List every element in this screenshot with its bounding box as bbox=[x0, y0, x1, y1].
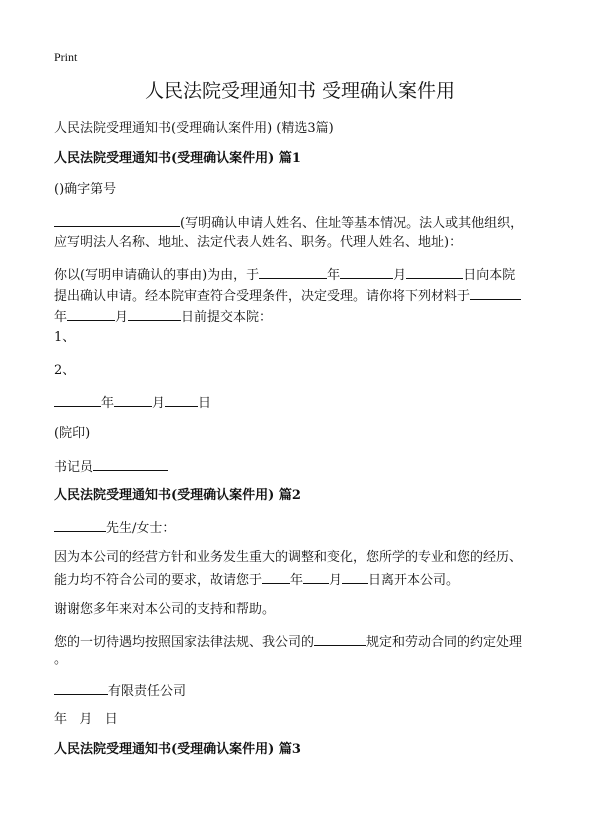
list-item-2: 2、 bbox=[54, 363, 76, 378]
para-2-text-a: 你以(写明申请确认的事由)为由，于 bbox=[54, 268, 260, 283]
sign-year-blank bbox=[54, 393, 101, 407]
company-label: 有限责任公司 bbox=[108, 684, 187, 699]
case-number: ()确字第号 bbox=[54, 182, 117, 197]
company-line bbox=[54, 681, 560, 701]
applicant-blank bbox=[54, 213, 180, 227]
para-1-line-1-text: (写明确认申请人姓名、住址等基本情况。法人或其他组织， bbox=[180, 216, 524, 231]
sign-month-label: 月 bbox=[152, 396, 166, 411]
section-1-para-1-line-2: 应写明法人名称、地址、法定代表人姓名、职务。代理人姓名、地址)： bbox=[54, 235, 463, 250]
section-2-para-1-line-1: 因为本公司的经营方针和业务发生重大的调整和变化，您所学的专业和您的经历、 bbox=[54, 550, 523, 565]
document-subtitle: 人民法院受理通知书(受理确认案件用) (精选3篇) bbox=[54, 121, 334, 136]
sign-year-label: 年 bbox=[101, 396, 115, 411]
list-item-1: 1、 bbox=[54, 330, 76, 345]
clerk-label: 书记员 bbox=[54, 460, 94, 475]
deadline-year-blank bbox=[470, 286, 521, 300]
court-seal: (院印) bbox=[54, 426, 91, 441]
para-text-a: 能力均不符合公司的要求，故请您于 bbox=[54, 573, 263, 588]
month-blank bbox=[340, 265, 393, 279]
policy-blank bbox=[314, 632, 366, 646]
day-label: 日向本院 bbox=[463, 268, 516, 283]
deadline-month-label: 月 bbox=[115, 310, 129, 325]
clerk-line bbox=[54, 457, 560, 477]
leave-month-blank bbox=[303, 570, 329, 584]
section-2-para-1-line-2 bbox=[54, 570, 560, 590]
para-3-text-b: 规定和劳动合同的约定处理 bbox=[366, 635, 523, 650]
section-1-para-1-line-1 bbox=[54, 213, 560, 233]
leave-day-blank bbox=[342, 570, 368, 584]
name-blank bbox=[54, 518, 106, 532]
signing-date bbox=[54, 393, 560, 413]
sign-month-blank bbox=[114, 393, 152, 407]
leave-month-label: 月 bbox=[329, 573, 343, 588]
para-3-text-a: 您的一切待遇均按照国家法律法规、我公司的 bbox=[54, 635, 315, 650]
deadline-day-blank bbox=[128, 307, 181, 321]
section-3-heading: 人民法院受理通知书(受理确认案件用) 篇3 bbox=[54, 742, 301, 757]
day-blank bbox=[406, 265, 463, 279]
thanks-line: 谢谢您多年来对本公司的支持和帮助。 bbox=[54, 602, 276, 617]
para-2-line-2-text: 提出确认申请。经本院审查符合受理条件，决定受理。请你将下列材料于 bbox=[54, 289, 471, 304]
section-1-heading: 人民法院受理通知书(受理确认案件用) 篇1 bbox=[54, 151, 301, 166]
deadline-month-blank bbox=[67, 307, 115, 321]
sign-day-label: 日 bbox=[198, 396, 212, 411]
greeting-text: 先生/女士： bbox=[106, 521, 176, 536]
leave-year-blank bbox=[262, 570, 290, 584]
sign-day-blank bbox=[165, 393, 198, 407]
deadline-year-label: 年 bbox=[54, 310, 68, 325]
document-title: 人民法院受理通知书 受理确认案件用 bbox=[144, 80, 456, 102]
company-blank bbox=[54, 681, 108, 695]
section-2-heading: 人民法院受理通知书(受理确认案件用) 篇2 bbox=[54, 488, 301, 503]
section-1-para-2-line-3 bbox=[54, 307, 560, 327]
print-link[interactable]: Print bbox=[54, 50, 78, 64]
section-1-para-2-line-2 bbox=[54, 286, 560, 306]
leave-year-label: 年 bbox=[290, 573, 304, 588]
leave-day-label: 日离开本公司。 bbox=[368, 573, 460, 588]
section-2-para-3-line-2: 。 bbox=[54, 652, 68, 667]
section-2-para-3-line-1 bbox=[54, 632, 560, 652]
section-2-date-line: 年 月 日 bbox=[54, 712, 118, 727]
deadline-day-label: 日前提交本院： bbox=[181, 310, 273, 325]
year-label: 年 bbox=[327, 268, 341, 283]
year-blank bbox=[259, 265, 327, 279]
greeting-line bbox=[54, 518, 560, 538]
clerk-blank bbox=[93, 457, 168, 471]
month-label: 月 bbox=[393, 268, 407, 283]
section-1-para-2-line-1 bbox=[54, 265, 560, 285]
